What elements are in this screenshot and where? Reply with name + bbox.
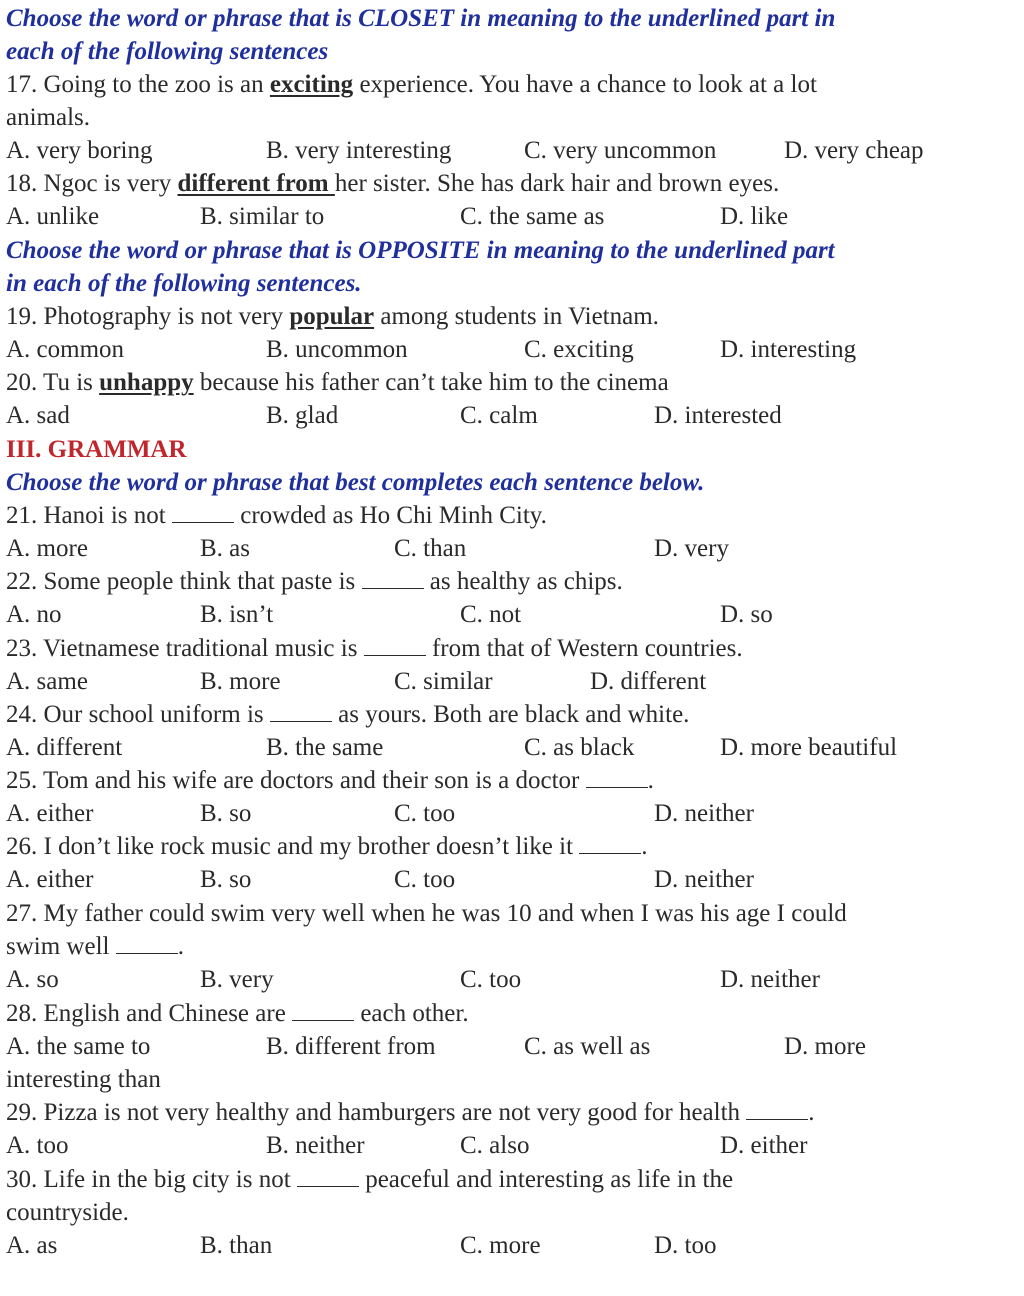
option-c[interactable]: C. also [460, 1132, 530, 1159]
option-c[interactable]: C. similar [394, 668, 493, 695]
option-d[interactable]: D. more [784, 1033, 866, 1060]
option-b[interactable]: B. glad [266, 402, 339, 429]
answer-blank [297, 1166, 359, 1187]
question-18-options [0, 200, 1024, 233]
answer-blank [172, 502, 234, 523]
option-a[interactable]: A. different [6, 734, 123, 761]
answer-blank [270, 701, 332, 722]
option-b[interactable]: B. so [200, 866, 252, 893]
question-30-continued: countryside. [6, 1199, 129, 1226]
option-c[interactable]: C. too [394, 800, 456, 827]
answer-blank [579, 833, 641, 854]
option-d[interactable]: D. too [654, 1232, 717, 1259]
option-b[interactable]: B. than [200, 1232, 273, 1259]
question-30: 30. Life in the big city is not peaceful and interesting as life in the [6, 1166, 734, 1193]
question-21: 21. Hanoi is not crowded as Ho Chi Minh City. [6, 502, 547, 529]
answer-blank [746, 1099, 808, 1120]
option-d[interactable]: D. interesting [720, 336, 857, 363]
option-a[interactable]: A. very boring [6, 137, 153, 164]
instruction-closest-line1: Choose the word or phrase that is CLOSET in meaning to the underlined part in [6, 5, 836, 32]
instruction-grammar: Choose the word or phrase that best completes each sentence below. [6, 469, 705, 496]
option-d[interactable]: D. neither [654, 866, 754, 893]
option-b[interactable]: B. different from [266, 1033, 436, 1060]
option-c[interactable]: C. as well as [524, 1033, 651, 1060]
question-22: 22. Some people think that paste is as healthy as chips. [6, 568, 623, 595]
option-d[interactable]: D. so [720, 601, 773, 628]
question-21-options [0, 532, 1024, 565]
option-c[interactable]: C. very uncommon [524, 137, 717, 164]
option-c[interactable]: C. too [460, 966, 522, 993]
option-a[interactable]: A. so [6, 966, 59, 993]
option-b[interactable]: B. very [200, 966, 274, 993]
option-c[interactable]: C. than [394, 535, 467, 562]
question-17-options [0, 134, 1024, 167]
question-18: 18. Ngoc is very different from her sister. She has dark hair and brown eyes. [6, 170, 780, 197]
option-a[interactable]: A. too [6, 1132, 69, 1159]
instruction-opposite-line2: in each of the following sentences. [6, 270, 362, 297]
question-30-options [0, 1229, 1024, 1262]
question-29: 29. Pizza is not very healthy and hamburgers are not very good for health . [6, 1099, 815, 1126]
option-b[interactable]: B. as [200, 535, 250, 562]
option-b[interactable]: B. more [200, 668, 281, 695]
question-28-options-continued: interesting than [6, 1066, 161, 1093]
question-22-options [0, 598, 1024, 631]
question-17-continued: animals. [6, 104, 91, 131]
instruction-opposite-line1: Choose the word or phrase that is OPPOSITE in meaning to the underlined part [6, 237, 835, 264]
option-c[interactable]: C. more [460, 1232, 541, 1259]
option-b[interactable]: B. neither [266, 1132, 365, 1159]
question-26: 26. I don’t like rock music and my brother doesn’t like it . [6, 833, 648, 860]
option-d[interactable]: D. more beautiful [720, 734, 898, 761]
question-28: 28. English and Chinese are each other. [6, 1000, 469, 1027]
option-d[interactable]: D. interested [654, 402, 782, 429]
question-20-options [0, 399, 1024, 432]
option-d[interactable]: D. neither [720, 966, 820, 993]
question-25: 25. Tom and his wife are doctors and their son is a doctor . [6, 767, 654, 794]
option-c[interactable]: C. as black [524, 734, 635, 761]
question-28-options [0, 1030, 1024, 1063]
option-a[interactable]: A. unlike [6, 203, 100, 230]
option-a[interactable]: A. as [6, 1232, 58, 1259]
option-c[interactable]: C. too [394, 866, 456, 893]
answer-blank [362, 568, 424, 589]
option-d[interactable]: D. different [590, 668, 707, 695]
option-d[interactable]: D. either [720, 1132, 808, 1159]
option-c[interactable]: C. exciting [524, 336, 634, 363]
question-19: 19. Photography is not very popular among students in Vietnam. [6, 303, 659, 330]
option-b[interactable]: B. similar to [200, 203, 325, 230]
option-b[interactable]: B. isn’t [200, 601, 274, 628]
option-a[interactable]: A. the same to [6, 1033, 151, 1060]
question-27: 27. My father could swim very well when he was 10 and when I was his age I could [6, 900, 847, 927]
option-d[interactable]: D. neither [654, 800, 754, 827]
question-17: 17. Going to the zoo is an exciting experience. You have a chance to look at a lot [6, 71, 817, 98]
option-a[interactable]: A. same [6, 668, 88, 695]
section-title-grammar: III. GRAMMAR [6, 436, 187, 463]
question-24-options [0, 731, 1024, 764]
question-20: 20. Tu is unhappy because his father can’t take him to the cinema [6, 369, 669, 396]
answer-blank [586, 767, 648, 788]
option-b[interactable]: B. very interesting [266, 137, 452, 164]
option-b[interactable]: B. the same [266, 734, 384, 761]
answer-blank [364, 635, 426, 656]
option-a[interactable]: A. either [6, 866, 94, 893]
option-c[interactable]: C. calm [460, 402, 538, 429]
option-a[interactable]: A. no [6, 601, 62, 628]
question-25-options [0, 797, 1024, 830]
question-29-options [0, 1129, 1024, 1162]
option-d[interactable]: D. very cheap [784, 137, 924, 164]
question-26-options [0, 863, 1024, 896]
option-a[interactable]: A. common [6, 336, 125, 363]
question-23-options [0, 665, 1024, 698]
answer-blank [116, 933, 178, 954]
option-d[interactable]: D. like [720, 203, 789, 230]
option-c[interactable]: C. the same as [460, 203, 605, 230]
option-b[interactable]: B. uncommon [266, 336, 408, 363]
question-27-options [0, 963, 1024, 996]
question-19-options [0, 333, 1024, 366]
question-27-continued: swim well . [6, 933, 184, 960]
question-23: 23. Vietnamese traditional music is from that of Western countries. [6, 635, 743, 662]
option-a[interactable]: A. sad [6, 402, 70, 429]
option-a[interactable]: A. either [6, 800, 94, 827]
instruction-closest-line2: each of the following sentences [6, 38, 329, 65]
option-a[interactable]: A. more [6, 535, 88, 562]
option-b[interactable]: B. so [200, 800, 252, 827]
option-c[interactable]: C. not [460, 601, 522, 628]
option-d[interactable]: D. very [654, 535, 729, 562]
question-24: 24. Our school uniform is as yours. Both are black and white. [6, 701, 690, 728]
answer-blank [292, 1000, 354, 1021]
